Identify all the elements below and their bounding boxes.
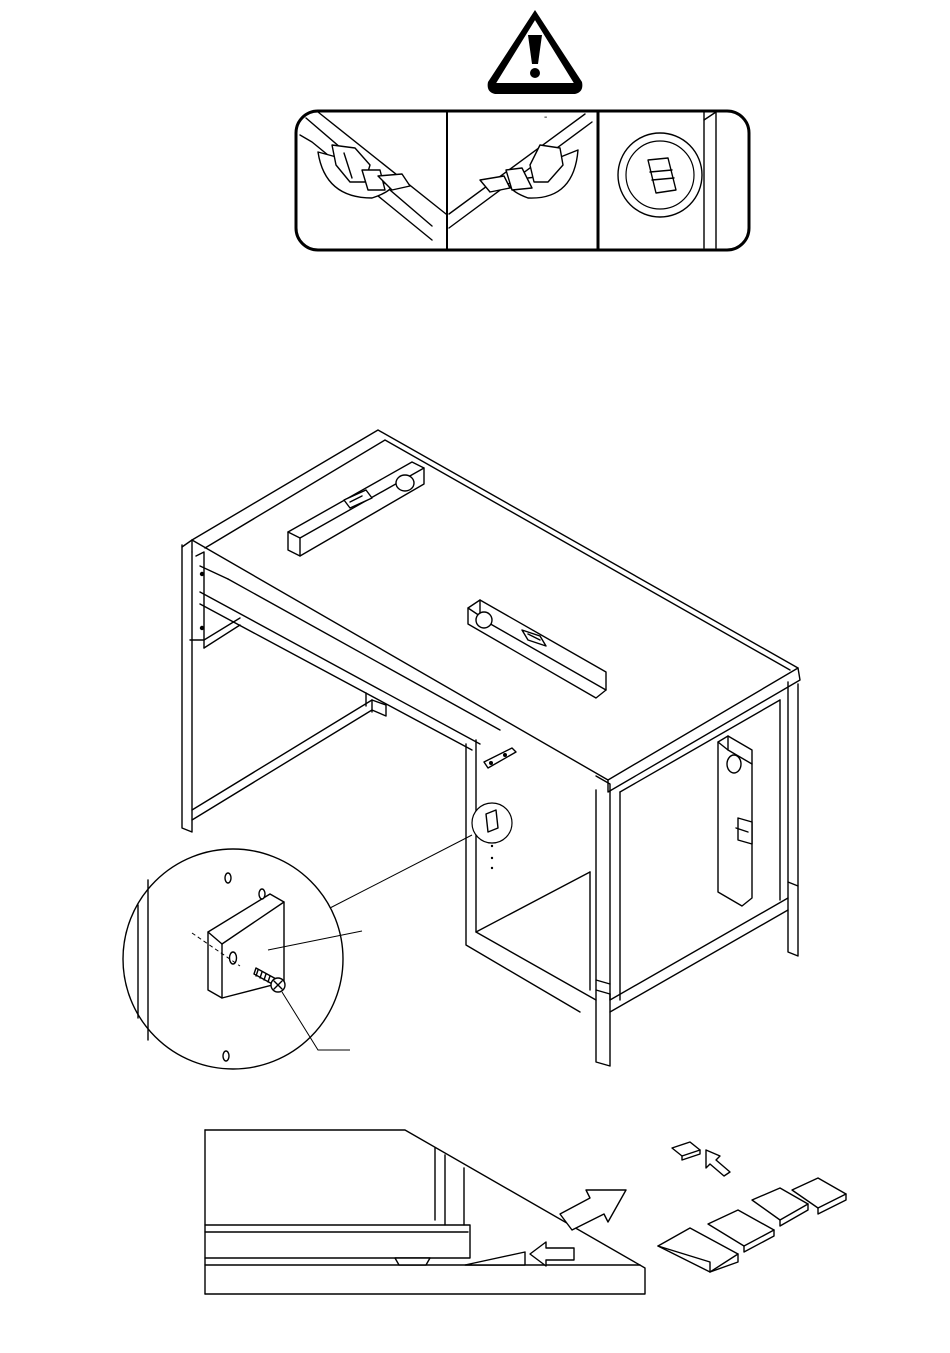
spirit-level-side xyxy=(718,736,752,906)
leveling-shims xyxy=(205,1130,846,1294)
bracket-screw-detail xyxy=(123,849,362,1069)
level-check-panels xyxy=(296,111,749,250)
warning-triangle-icon xyxy=(488,10,583,94)
svg-text:-: - xyxy=(544,112,548,123)
